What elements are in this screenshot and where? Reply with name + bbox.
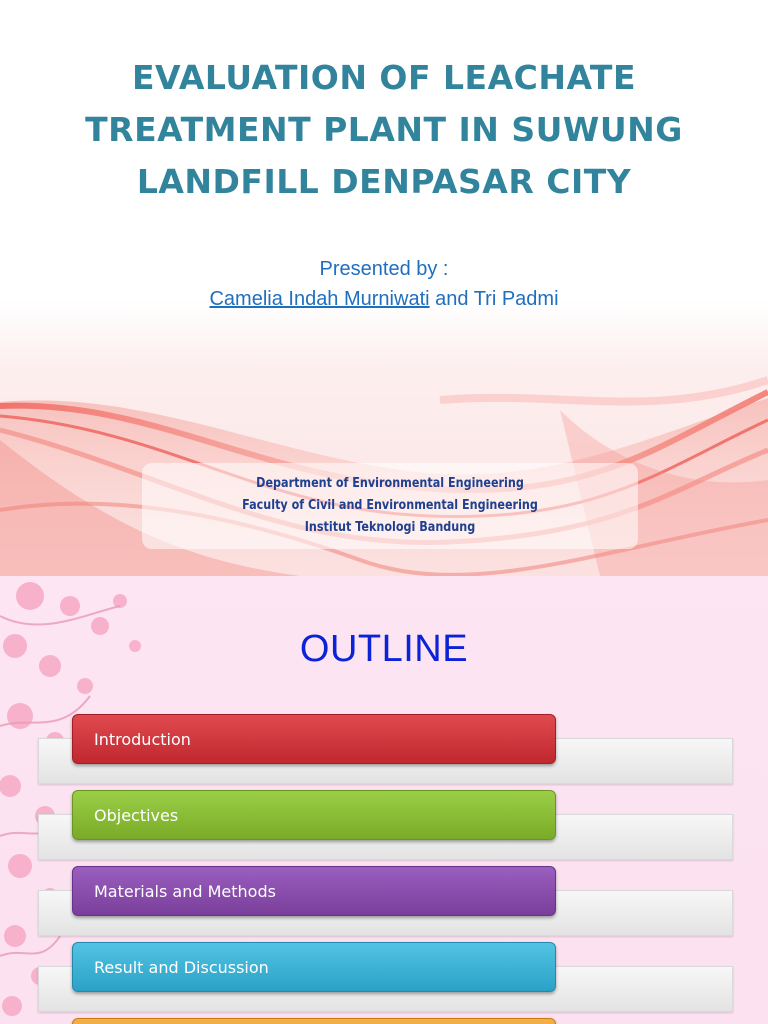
outline-item-label: Objectives: [94, 805, 179, 825]
outline-item-result-and-discussion[interactable]: [72, 942, 556, 992]
department-line-1: Department of Environmental Engineering: [256, 476, 524, 491]
outline-item-introduction[interactable]: [72, 714, 556, 764]
outline-slide: [0, 576, 768, 1024]
outline-item-materials-and-methods[interactable]: [72, 866, 556, 916]
department-line-2: Faculty of Civil and Environmental Engineering: [242, 498, 538, 513]
outline-item-label: Materials and Methods: [94, 881, 276, 901]
outline-item-label: Introduction: [94, 729, 191, 749]
presenter-link[interactable]: Camelia Indah Murniwati: [209, 288, 430, 310]
outline-title: OUTLINE: [299, 628, 469, 670]
outline-item-objectives[interactable]: [72, 790, 556, 840]
presenter-names: [0, 284, 768, 314]
outline-item-label: Result and Discussion: [94, 957, 269, 977]
presented-by-label: Presented by :: [319, 258, 449, 280]
presenter-coauthor: and Tri Padmi: [429, 288, 559, 310]
presentation-title: EVALUATION OF LEACHATE TREATMENT PLANT IN SUWUNG LANDFILL DENPASAR CITY: [85, 58, 683, 201]
outline-item-next[interactable]: [72, 1018, 556, 1024]
department-line-3: Institut Teknologi Bandung: [304, 520, 476, 535]
